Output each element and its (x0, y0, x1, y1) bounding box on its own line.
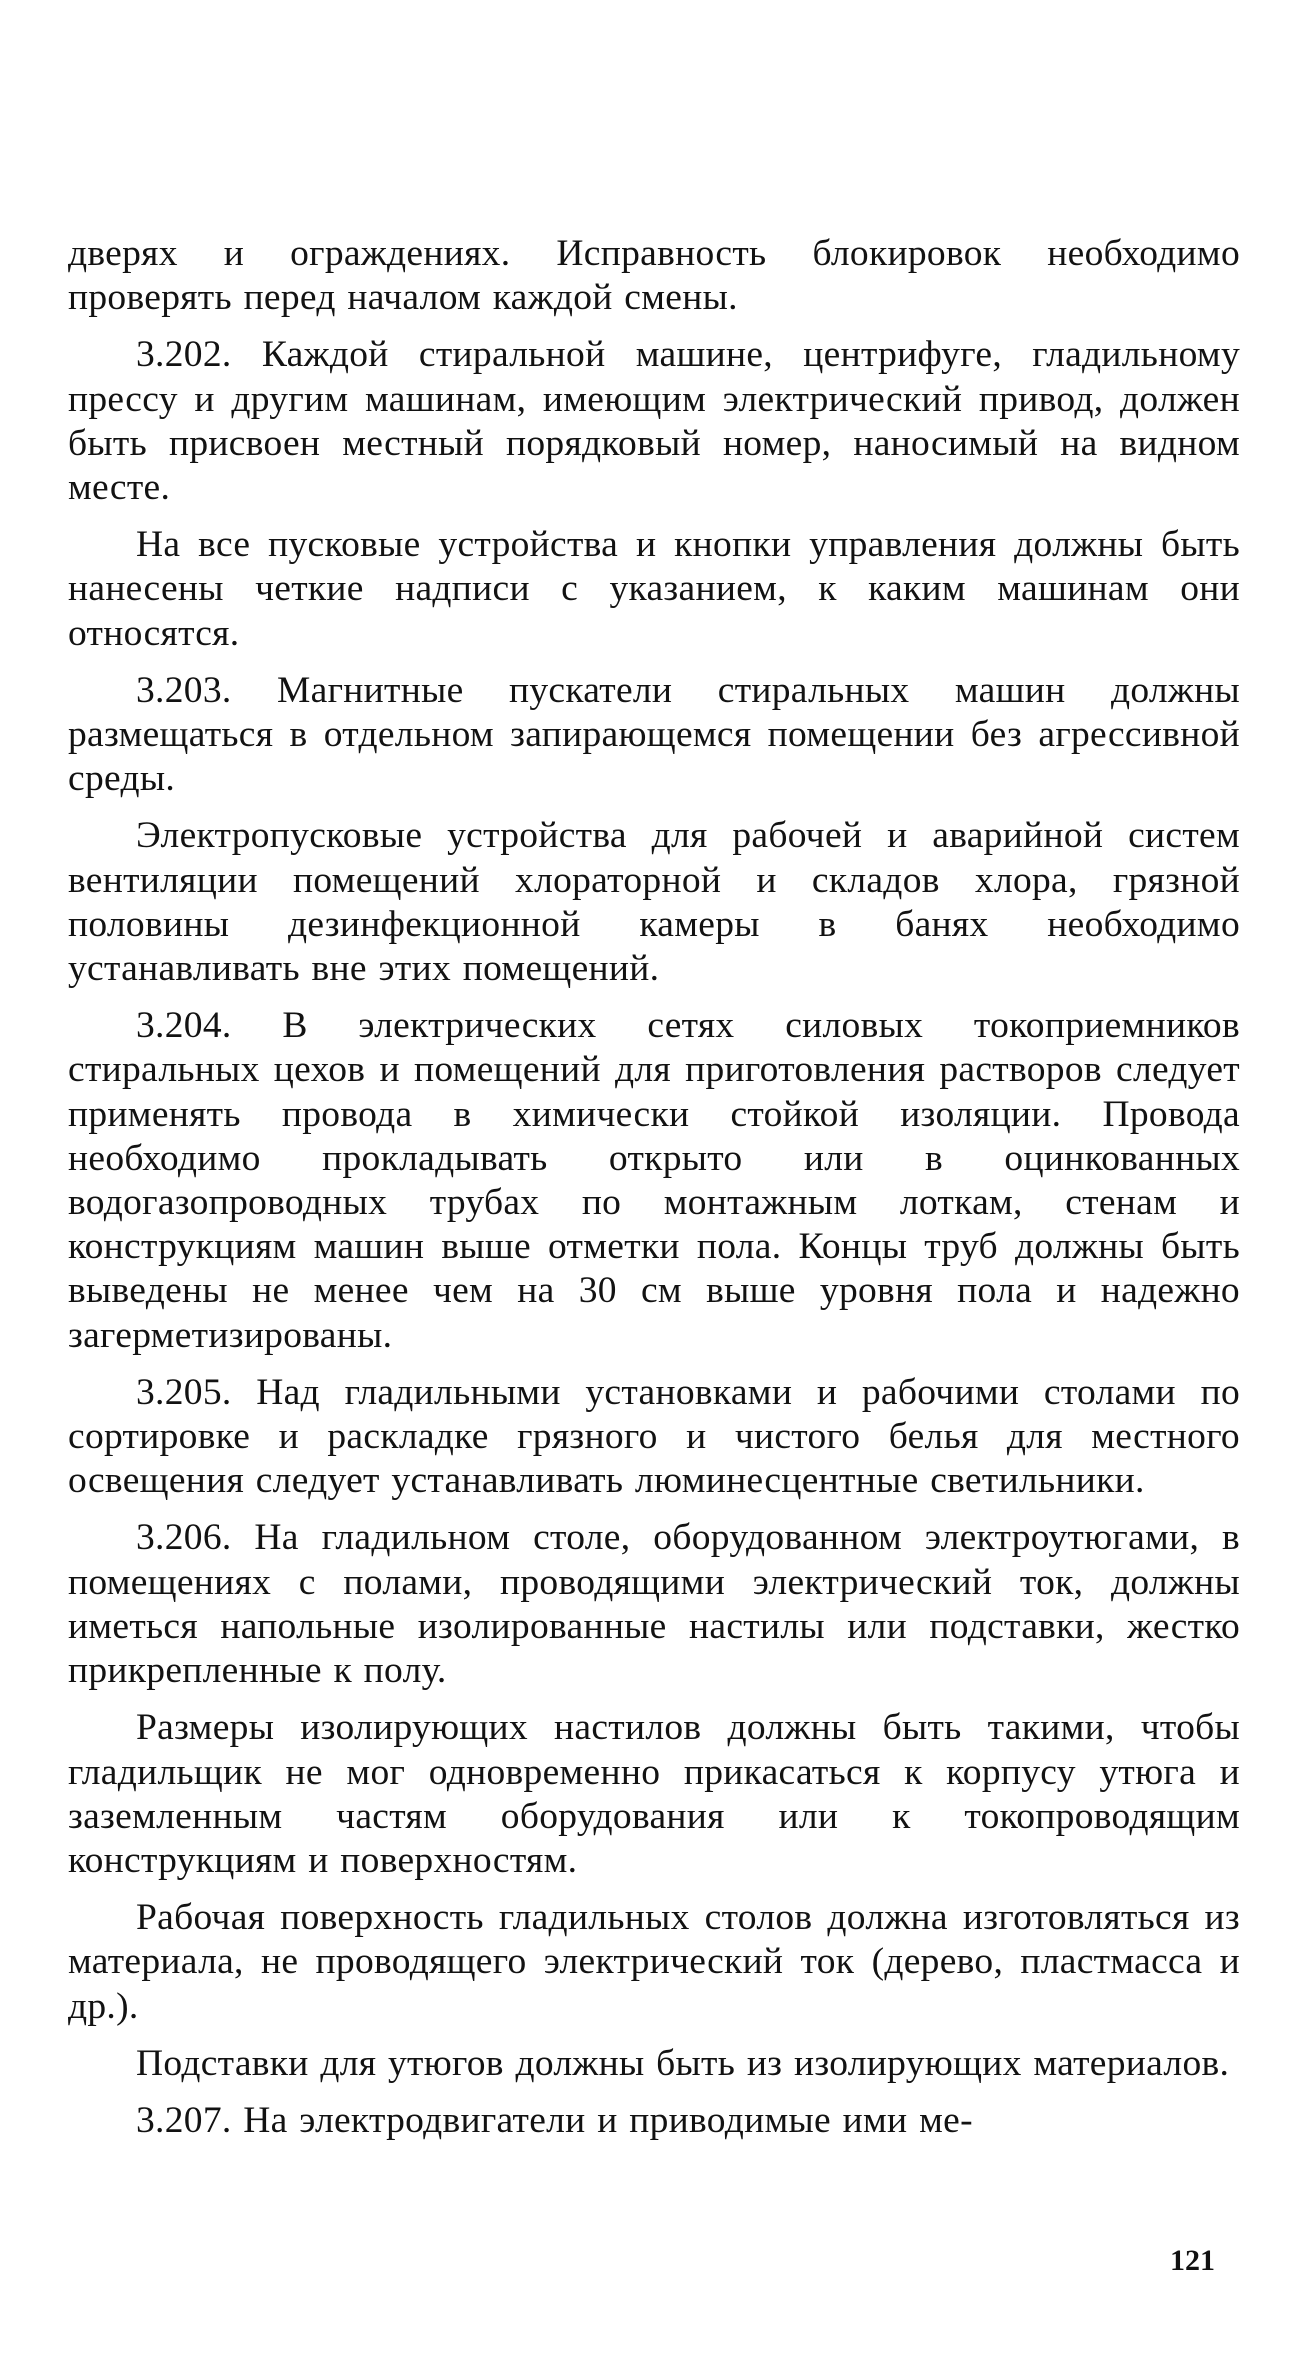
paragraph-p3202b (68, 523, 1240, 656)
paragraph-3-204 (68, 1004, 1240, 1358)
paragraph-cont (68, 232, 1240, 320)
clause-number: 3.203. (136, 669, 232, 711)
paragraph-text: Подставки для утюгов должны быть из изолирующих материалов. (136, 2042, 1230, 2084)
paragraph-3-202 (68, 333, 1240, 510)
clause-number: 3.202. (136, 334, 232, 376)
clause-number: 3.204. (136, 1005, 232, 1047)
paragraph-3-206 (68, 1516, 1240, 1693)
paragraph-text: Каждой стиральной машине, центрифуге, гладильному прессу и другим машинам, имеющим электрический привод, должен быть присвоен местный порядковый номер, наносимый на видном месте. (68, 334, 1240, 509)
paragraph-3-207 (68, 2099, 1240, 2143)
clause-number: 3.206. (136, 1517, 232, 1559)
paragraph-text: На все пусковые устройства и кнопки управления должны быть нанесены четкие надписи с указанием, к каким машинам они относятся. (68, 524, 1240, 654)
clause-number: 3.205. (136, 1371, 232, 1413)
paragraph-p3203b (68, 814, 1240, 991)
paragraph-text: На электродвигатели и приводимые ими ме- (243, 2099, 973, 2141)
paragraph-3-205 (68, 1371, 1240, 1504)
paragraph-text: Магнитные пускатели стиральных машин должны размещаться в отдельном запирающемся помещении без агрессивной среды. (68, 669, 1240, 800)
paragraph-text: Размеры изолирующих настилов должны быть такими, чтобы гладильщик не мог одновременно прикасаться к корпусу утюга и заземленным частям оборудования или к токопроводящим конструкциям и поверхностям. (68, 1707, 1240, 1881)
paragraph-3-203 (68, 669, 1240, 802)
body-text (68, 232, 1240, 2156)
page-number: 121 (1170, 2244, 1215, 2277)
paragraph-text: дверях и ограждениях. Исправность блокировок необходимо проверять перед началом каждой смены. (68, 233, 1240, 319)
paragraph-text: Электропусковые устройства для рабочей и аварийной систем вентиляции помещений хлораторной и складов хлора, грязной половины дезинфекционной камеры в банях необходимо устанавливать вне этих помещений. (68, 815, 1240, 990)
paragraph-p3206b (68, 1706, 1240, 1883)
paragraph-p3206d (68, 2042, 1240, 2086)
paragraph-text: Над гладильными установками и рабочими столами по сортировке и раскладке грязного и чистого белья для местного освещения следует устанавливать люминесцентные светильники. (68, 1371, 1240, 1502)
paragraph-p3206c (68, 1896, 1240, 2029)
clause-number: 3.207. (136, 2099, 232, 2141)
paragraph-text: Рабочая поверхность гладильных столов должна изготовляться из материала, не проводящего электрический ток (дерево, пластмасса и др.). (68, 1897, 1240, 2027)
paragraph-text: В электрических сетях силовых токоприемников стиральных цехов и помещений для приготовления растворов следует применять провода в химически стойкой изоляции. Провода необходимо прокладывать открыто или в оцинкованных водогазопроводных трубах по монтажным лоткам, стенам и конструкциям машин выше отметки пола. Концы труб должны быть выведены не менее чем на 30 см выше уровня пола и надежно загерметизированы. (68, 1005, 1240, 1356)
paragraph-text: На гладильном столе, оборудованном электроутюгами, в помещениях с полами, проводящими электрический ток, должны иметься напольные изолированные настилы или подставки, жестко прикрепленные к полу. (68, 1517, 1240, 1692)
